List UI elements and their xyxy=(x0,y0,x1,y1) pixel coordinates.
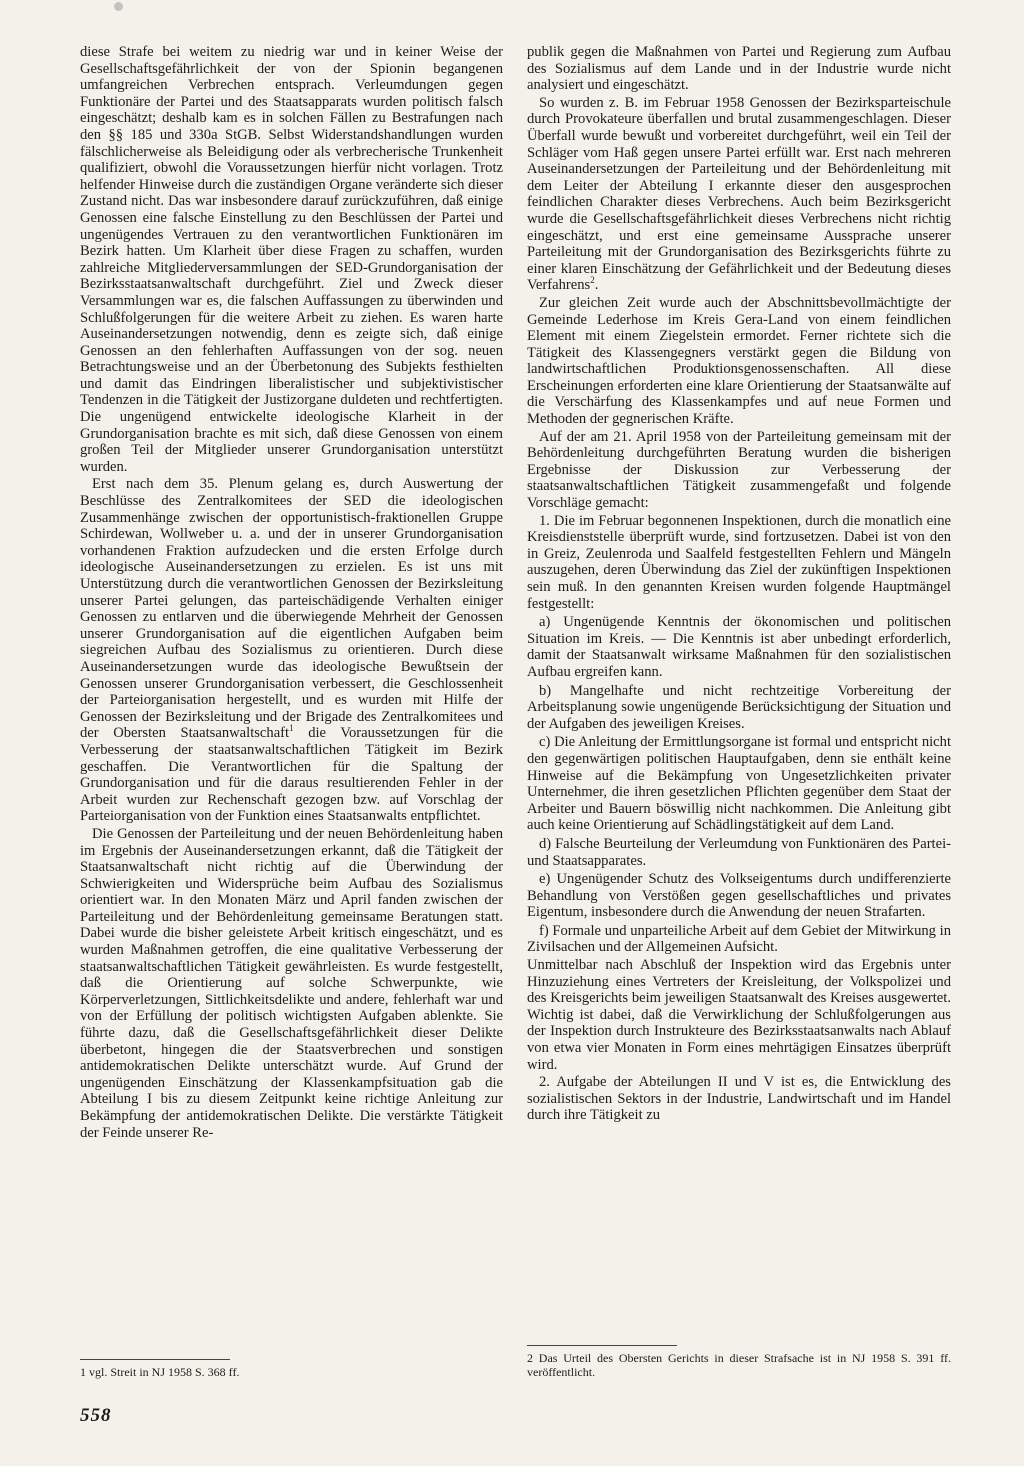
paragraph-text: . xyxy=(594,277,599,294)
scan-speck xyxy=(114,2,123,11)
footnote-divider xyxy=(80,1359,230,1360)
list-item: b) Mangelhafte und nicht rechtzeitige Vorbereitung der Arbeitsplanung sowie ungenügende Berücksichtigung der Situation und der Aufgaben des jeweiligen Kreises. xyxy=(527,682,951,732)
paragraph-text: So wurden z. B. im Februar 1958 Genossen der Bezirksparteischule durch Provokateure überfallen und brutal zusammengeschlagen. Dieser Überfall wurde bewußt und vorbereitet durchgeführt, weil ein Teil der Schläger vom Haß gegen unsere Partei erfüllt war. Erst nach mehreren Auseinandersetzungen der Parteileitung und der Behördenleitung mit dem Leiter der Abteilung I erkannte dieser den ausgesprochen feindlichen Charakter dieses Verbrechens. Auch beim Bezirksgericht wurde die Gesellschaftsgefährlichkeit dieses Verbrechens nicht richtig eingeschätzt, und erst eine gemeinsame Aussprache unserer Parteileitung mit der Grundorganisation des Bezirksgerichts führte zu einer klaren Einschätzung der Gefährlichkeit und der Bedeutung dieses Verfahrens xyxy=(527,94,951,294)
paragraph xyxy=(80,476,503,824)
page-number: 558 xyxy=(80,1405,112,1426)
paragraph-text: die Voraussetzungen für die Verbesserung der staatsanwaltschaftlichen Tätigkeit im Bezirk geschaffen. Die Verantwortlichen für die Spaltung der Grundorganisation und für die daraus resultierenden Fehler in der Arbeit wurden zur Rechenschaft gezogen bzw. auf Vorschlag der Parteiorganisation von der Funktion eines Staatsanwalts entpflichtet. xyxy=(80,725,503,825)
list-item: f) Formale und unparteiliche Arbeit auf dem Gebiet der Mitwirkung in Zivilsachen und der Allgemeinen Aufsicht. xyxy=(527,922,951,956)
paragraph: Auf der am 21. April 1958 von der Parteileitung gemeinsam mit der Behördenleitung durchgeführten Beratung wurden die bisherigen Ergebnisse der Diskussion zur Verbesserung der staatsanwaltschaftlichen Tätigkeit zusammengefaßt und folgende Vorschläge gemacht: xyxy=(527,428,951,512)
paragraph: 1. Die im Februar begonnenen Inspektionen, durch die monatlich eine Kreisdienststelle überprüft wurde, sind fortzusetzen. Dabei ist von den in Greiz, Zeulenroda und Saalfeld festgestellten Fehlern und Mängeln auszugehen, deren Überwindung das Ziel der zukünftigen Inspektionen sein muß. In den genannten Kreisen wurden folgende Hauptmängel festgestellt: xyxy=(527,512,951,612)
footnote-left: 1 vgl. Streit in NJ 1958 S. 368 ff. xyxy=(80,1365,240,1379)
footnote-divider xyxy=(527,1345,677,1346)
paragraph: diese Strafe bei weitem zu niedrig war und in keiner Weise der Gesellschaftsgefährlichkeit der von der Spionin begangenen umfangreichen Verbrechen entsprach. Verleumdungen gegen Funktionäre der Partei und des Staatsapparats wurden politisch falsch eingeschätzt; deshalb kam es in solchen Fällen zu Bestrafungen nach den §§ 185 und 330a StGB. Selbst Widerstandshandlungen wurden fälschlicherweise als Beleidigung oder als verbrecherische Trunkenheit qualifiziert, obwohl die Voraussetzungen hierfür nicht vorlagen. Trotz helfender Hinweise durch die zuständigen Organe veränderte sich dieser Zustand nicht. Das war insbesondere darauf zurückzuführen, daß einige Genossen eine falsche Einstellung zu den Beschlüssen der Partei und ungenügendes Vertrauen zu den verantwortlichen Funktionären im Bezirk hatten. Um Klarheit über diese Fragen zu schaffen, wurden zahlreiche Mitgliederversammlungen der SED-Grundorganisation der Bezirksstaatsanwaltschaft durchgeführt. Ziel und Zweck dieser Versammlungen war es, die falschen Auffassungen zu überwinden und Schlußfolgerungen für die weitere Arbeit zu ziehen. Es waren harte Auseinandersetzungen notwendig, denn es zeigte sich, daß einige Genossen an den fehlerhaften Auffassungen von der sog. neuen Betrachtungsweise und an der Überbetonung des Subjekts festhielten und damit das Eindringen liberalistischer und subjektivistischer Tendenzen in die Tätigkeit der Justizorgane duldeten und rechtfertigten. Die ungenügend entwickelte ideologische Klarheit in der Grundorganisation brachte es mit sich, daß diese Genossen von einem großen Teil der Mitglieder unserer Grundorganisation unterstützt wurden. xyxy=(80,44,503,475)
list-item: a) Ungenügende Kenntnis der ökonomischen und politischen Situation im Kreis. — Die Kenntnis ist aber unbedingt erforderlich, damit der Staatsanwalt wirksame Maßnahmen für den sozialistischen Aufbau ergreifen kann. xyxy=(527,614,951,680)
paragraph: 2. Aufgabe der Abteilungen II und V ist es, die Entwicklung des sozialistischen Sektors in der Industrie, Landwirtschaft und im Handel durch ihre Tätigkeit zu xyxy=(527,1074,951,1124)
paragraph xyxy=(527,95,951,294)
paragraph: Unmittelbar nach Abschluß der Inspektion wird das Ergebnis unter Hinzuziehung eines Vertreters der Kreisleitung, der Volkspolizei und des Kreisgerichts beim jeweiligen Staatsanwalt des Kreises ausgewertet. Wichtig ist dabei, daß die Verwirklichung der Schlußfolgerungen aus der Inspektion durch Instrukteure des Bezirksstaatsanwalts nach Ablauf von etwa vier Monaten in Form eines mehrtägigen Einsatzes überprüft wird. xyxy=(527,957,951,1073)
footnote-ref: 2 xyxy=(590,275,595,286)
paragraph: Zur gleichen Zeit wurde auch der Abschnittsbevollmächtigte der Gemeinde Lederhose im Kreis Gera-Land von einem feindlichen Element mit einem Ziegelstein ermordet. Ferner richtete sich die Tätigkeit des Klassengegners verstärkt gegen die Bildung von landwirtschaftlichen Produktionsgenossenschaften. All diese Erscheinungen erforderten eine klare Orientierung der Staatsanwälte auf die Verschärfung des Klassenkampfes und auf neue Formen und Methoden der gegnerischen Kräfte. xyxy=(527,294,951,428)
list-item: e) Ungenügender Schutz des Volkseigentums durch undifferenzierte Behandlung von Verstößen gegen gesellschaftliches und privates Eigentum, insbesondere durch die Anwendung der neuen Strafarten. xyxy=(527,871,951,921)
right-column xyxy=(527,44,951,1124)
footnote-right: 2 Das Urteil des Obersten Gerichts in dieser Strafsache ist in NJ 1958 S. 391 ff. veröffentlicht. xyxy=(527,1351,951,1379)
paragraph: publik gegen die Maßnahmen von Partei und Regierung zum Aufbau des Sozialismus auf dem Lande und in der Industrie wurde nicht analysiert und eingeschätzt. xyxy=(527,44,951,94)
paragraph-text: Erst nach dem 35. Plenum gelang es, durch Auswertung der Beschlüsse des Zentralkomitees der SED die ideologischen Zusammenhänge zwischen der opportunistisch-fraktionellen Gruppe Schirdewan, Wollweber u. a. und der in unserer Grundorganisation vorhandenen Fraktion aufzudecken und die ersten Erfolge durch ideologische Auseinandersetzungen zu erzielen. Es ist uns mit Unterstützung durch die verantwortlichen Genossen der Bezirksleitung unserer Partei gelungen, das parteischädigende Verhalten einiger Genossen zu entlarven und die überwiegende Mehrheit der Genossen unserer Grundorganisation auf die eigentlichen Aufgaben beim siegreichen Aufbau des Sozialismus zu orientieren. Durch diese Auseinandersetzungen wurde das ideologische Bewußtsein der Genossen unserer Grundorganisation verbessert, die Geschlossenheit der Parteiorganisation hergestellt, und es wurden mit Hilfe der Genossen der Bezirksleitung und der Brigade des Zentralkomitees und der Obersten Staatsanwaltschaft xyxy=(80,476,503,742)
paragraph: Die Genossen der Parteileitung und der neuen Behördenleitung haben im Ergebnis der Auseinandersetzungen erkannt, daß die Tätigkeit der Staatsanwaltschaft nicht richtig auf die Überwindung der Schwierigkeiten und Widersprüche beim Aufbau des Sozialismus orientiert war. In den Monaten März und April fanden zwischen der Parteileitung und der Behördenleitung gemeinsame Beratungen statt. Dabei wurde die bisher geleistete Arbeit kritisch eingeschätzt, und es wurden Maßnahmen getroffen, die eine qualitative Verbesserung der staatsanwaltschaftlichen Tätigkeit gewährleisten. Es wurde festgestellt, daß die Orientierung auf solche Schwerpunkte, wie Körperverletzungen, Sittlichkeitsdelikte und andere, fehlerhaft war und von der Erfüllung der politisch wichtigsten Aufgaben ablenkte. Sie führte dazu, daß die Gesellschaftsgefährlichkeit dieser Delikte überbetont, hingegen die der Staatsverbrechen und sonstigen antidemokratischen Delikte unterschätzt wurde. Auf Grund der ungenügenden Einschätzung der Klassenkampfsituation gab die Abteilung I bis zu diesem Zeitpunkt keine richtige Anleitung zur Bekämpfung der antidemokratischen Delikte. Die verstärkte Tätigkeit der Feinde unserer Re- xyxy=(80,825,503,1141)
left-column xyxy=(80,44,503,1141)
list-item: c) Die Anleitung der Ermittlungsorgane ist formal und entspricht nicht den gegenwärtigen politischen Hauptaufgaben, denn sie enthält keine Hinweise auf die Bekämpfung von Ungesetzlichkeiten privater Unternehmer, die ihren gesetzlichen Pflichten gegenüber dem Staat der Arbeiter und Bauern böswillig nicht nachkommen. Die Anleitung gibt auch keine Orientierung auf Schädlingstätigkeit auf dem Land. xyxy=(527,734,951,834)
list-item: d) Falsche Beurteilung der Verleumdung von Funktionären des Partei- und Staatsapparates. xyxy=(527,835,951,869)
footnote-ref: 1 xyxy=(289,723,294,734)
